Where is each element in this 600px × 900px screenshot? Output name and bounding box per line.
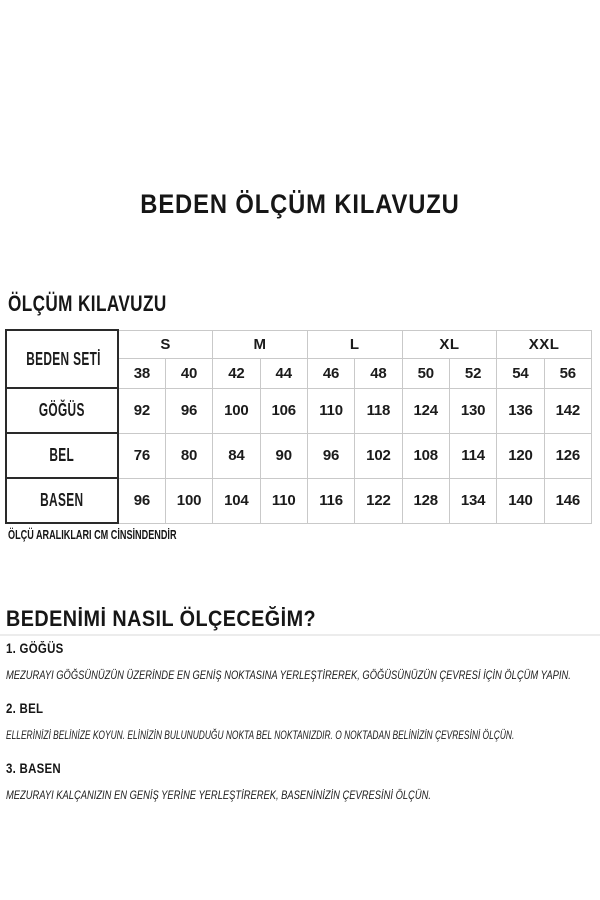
measurement-cell: 136 bbox=[497, 388, 544, 433]
how-to-section-text: ELLERİNİZİ BELİNİZE KOYUN. ELİNİZİN BULUNUDUĞU NOKTA BEL NOKTANIZDIR. O NOKTADAN BELİNİZİN ÇEVRESİNİ ÖLÇÜN. bbox=[6, 728, 515, 742]
measurement-cell: 104 bbox=[213, 478, 260, 523]
how-to-section bbox=[6, 760, 600, 820]
how-to-section-title: 1. GÖĞÜS bbox=[6, 641, 64, 656]
row-label bbox=[6, 388, 118, 433]
size-number-cell: 38 bbox=[118, 358, 165, 388]
measurement-cell: 84 bbox=[213, 433, 260, 478]
size-group-header: S bbox=[118, 330, 213, 358]
measurement-cell: 142 bbox=[544, 388, 591, 433]
size-number-cell: 52 bbox=[449, 358, 496, 388]
how-to-section bbox=[6, 640, 600, 700]
measurement-cell: 102 bbox=[355, 433, 402, 478]
size-number-cell: 46 bbox=[307, 358, 354, 388]
measurement-cell: 96 bbox=[165, 388, 212, 433]
measurement-row bbox=[6, 478, 592, 523]
how-to-section-title: 2. BEL bbox=[6, 701, 44, 716]
measurement-cell: 96 bbox=[307, 433, 354, 478]
how-to-section-text: MEZURAYI KALÇANIZIN EN GENİŞ YERİNE YERLEŞTİREREK, BASENİNİZİN ÇEVRESİNİ ÖLÇÜN. bbox=[6, 788, 431, 802]
measurement-cell: 106 bbox=[260, 388, 307, 433]
measurement-row bbox=[6, 433, 592, 478]
measurement-cell: 118 bbox=[355, 388, 402, 433]
measurement-row bbox=[6, 388, 592, 433]
measurement-cell: 128 bbox=[402, 478, 449, 523]
measurement-cell: 126 bbox=[544, 433, 591, 478]
page-title: BEDEN ÖLÇÜM KILAVUZU bbox=[140, 189, 460, 219]
measurement-cell: 110 bbox=[260, 478, 307, 523]
measurement-cell: 120 bbox=[497, 433, 544, 478]
table-header-row bbox=[6, 330, 592, 358]
size-number-cell: 54 bbox=[497, 358, 544, 388]
measurement-cell: 146 bbox=[544, 478, 591, 523]
size-number-cell: 42 bbox=[213, 358, 260, 388]
measurement-cell: 90 bbox=[260, 433, 307, 478]
measurement-cell: 76 bbox=[118, 433, 165, 478]
measurement-cell: 110 bbox=[307, 388, 354, 433]
size-number-cell: 48 bbox=[355, 358, 402, 388]
divider bbox=[0, 634, 600, 636]
row-label bbox=[6, 478, 118, 523]
table-corner-label-text: BEDEN SETİ bbox=[26, 348, 101, 369]
cm-units-note: ÖLÇÜ ARALIKLARI CM CİNSİNDENDİR bbox=[8, 527, 177, 542]
size-table bbox=[5, 329, 592, 524]
how-to-sections bbox=[6, 640, 600, 820]
how-to-section-title: 3. BASEN bbox=[6, 761, 61, 776]
row-label-text: BASEN bbox=[40, 490, 84, 510]
measurement-cell: 124 bbox=[402, 388, 449, 433]
row-label-text: GÖĞÜS bbox=[39, 400, 85, 420]
how-to-section bbox=[6, 700, 600, 760]
measurement-cell: 114 bbox=[449, 433, 496, 478]
measurement-cell: 80 bbox=[165, 433, 212, 478]
size-number-cell: 40 bbox=[165, 358, 212, 388]
size-group-header: M bbox=[213, 330, 308, 358]
size-group-header: XL bbox=[402, 330, 497, 358]
size-number-cell: 56 bbox=[544, 358, 591, 388]
measurement-cell: 100 bbox=[213, 388, 260, 433]
row-label bbox=[6, 433, 118, 478]
measurement-cell: 130 bbox=[449, 388, 496, 433]
measurement-guide-heading: ÖLÇÜM KILAVUZU bbox=[8, 291, 167, 316]
size-group-header: L bbox=[307, 330, 402, 358]
measurement-cell: 108 bbox=[402, 433, 449, 478]
measurement-cell: 100 bbox=[165, 478, 212, 523]
how-to-measure-heading: BEDENİMİ NASIL ÖLÇECEĞİM? bbox=[6, 606, 317, 631]
measurement-cell: 96 bbox=[118, 478, 165, 523]
row-label-text: BEL bbox=[49, 445, 75, 465]
measurement-cell: 92 bbox=[118, 388, 165, 433]
measurement-cell: 140 bbox=[497, 478, 544, 523]
measurement-cell: 116 bbox=[307, 478, 354, 523]
table-corner-label bbox=[6, 330, 118, 388]
size-number-cell: 44 bbox=[260, 358, 307, 388]
measurement-cell: 122 bbox=[355, 478, 402, 523]
size-group-header: XXL bbox=[497, 330, 592, 358]
measurement-cell: 134 bbox=[449, 478, 496, 523]
size-number-cell: 50 bbox=[402, 358, 449, 388]
how-to-section-text: MEZURAYI GÖĞSÜNÜZÜN ÜZERİNDE EN GENİŞ NOKTASINA YERLEŞTİREREK, GÖĞÜSÜNÜZÜN ÇEVRESİ İÇİN ÖLÇÜM YAPIN. bbox=[6, 668, 571, 682]
